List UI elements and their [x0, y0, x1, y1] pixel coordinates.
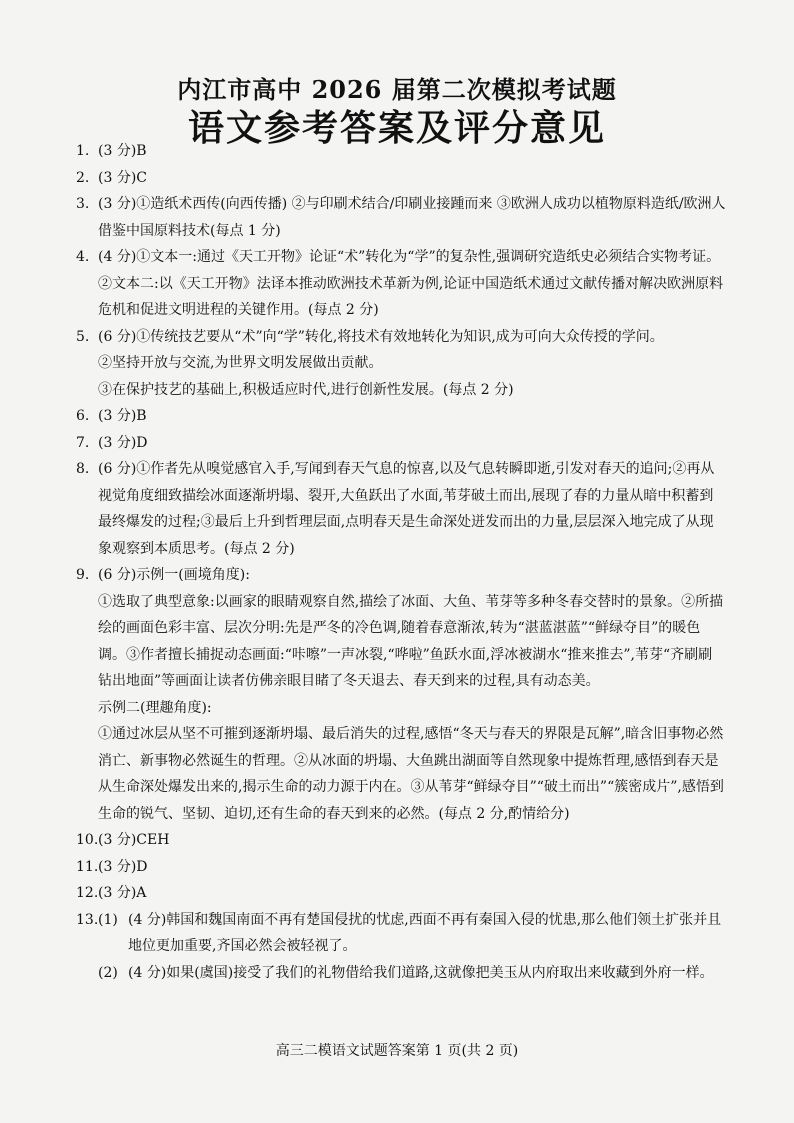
answer-text: (4 分)①文本一:通过《天工开物》论证“术”转化为“学”的复杂性,强调研究造纸史必须结合实物考证。: [98, 249, 721, 265]
answer-text: (3 分)①造纸术西传(向西传播) ②与印刷术结合/印刷业接踵而来 ③欧洲人成功以植物原料造纸/欧洲人借鉴中国原料技术(每点 1 分): [98, 196, 726, 239]
answer-item-12: [76, 880, 726, 907]
answer-text: ②文本二:以《天工开物》法译本推动欧洲技术革新为例,论证中国造纸术通过文献传播对解决欧洲原料危机和促进文明进程的关键作用。(每点 2 分): [98, 275, 724, 318]
answer-item-7: [76, 430, 726, 457]
answer-text: ②坚持开放与交流,为世界文明发展做出贡献。: [98, 355, 383, 371]
answer-text: (3 分)D: [98, 434, 148, 451]
answer-text: ①通过冰层从坚不可摧到逐渐坍塌、最后消失的过程,感悟“冬天与春天的界限是瓦解”,暗含旧事物必然消亡、新事物必然诞生的哲理。②从冰面的坍塌、大鱼跳出湖面等自然现象中提炼哲理,感悟到春天是从生命深处爆发出来的,揭示生命的动力源于内在。③从苇芽“鲜绿夺目”“破土而出”“簇密成片”,感悟到生命的锐气、坚韧、迫切,还有生命的春天到来的必然。(每点 2 分,酌情给分): [98, 726, 724, 822]
answer-item-5: [76, 324, 726, 404]
sub-answer-label: (1): [98, 911, 118, 928]
answer-text: (3 分)D: [98, 858, 148, 875]
answer-text: ③在保护技艺的基础上,积极适应时代,进行创新性发展。(每点 2 分): [98, 381, 514, 398]
answer-item-4: [76, 244, 726, 324]
answer-number: 4.: [76, 249, 90, 265]
answer-number: 3.: [76, 196, 90, 212]
answer-number: 10.: [76, 832, 99, 848]
answer-item-2: [76, 165, 726, 192]
answer-item-13: [76, 907, 726, 987]
sub-answer-label: (2): [98, 964, 118, 981]
answer-number: 9.: [76, 567, 90, 583]
answer-text: (3 分)A: [98, 885, 147, 901]
answer-item-3: [76, 191, 726, 244]
answer-number: 1.: [76, 143, 90, 159]
answer-text: (6 分)①作者先从嗅觉感官入手,写闻到春天气息的惊喜,以及气息转瞬即逝,引发对春天的追问;②再从视觉角度细致描绘冰面逐渐坍塌、裂开,大鱼跃出了水面,苇芽破土而出,展现了春的力量从暗中积蓄到最终爆发的过程;③最后上升到哲理层面,点明春天是生命深处迸发而出的力量,层层深入地完成了从现象观察到本质思考。(每点 2 分): [98, 461, 715, 557]
answer-item-8: [76, 456, 726, 562]
answer-number: 8.: [76, 461, 90, 477]
exam-title: 内江市高中 2026 届第二次模拟考试题: [177, 75, 617, 104]
answer-text: (4 分)韩国和魏国南面不再有楚国侵扰的忧虑,西面不再有秦国入侵的忧患,那么他们领土扩张并且地位更加重要,齐国必然会被轻视了。: [128, 911, 722, 954]
answer-text: (6 分)示例一(画境角度):: [98, 567, 250, 583]
answer-item-11: [76, 854, 726, 881]
answer-text: (3 分)C: [98, 169, 147, 186]
answer-text: (3 分)CEH: [98, 832, 170, 848]
answer-number: 12.: [76, 885, 99, 901]
answer-item-9: [76, 562, 726, 827]
answer-number: 7.: [76, 434, 90, 451]
answer-number: 2.: [76, 169, 90, 186]
answer-item-6: [76, 403, 726, 430]
answer-list: [76, 138, 726, 986]
answer-item-1: [76, 138, 726, 165]
answer-number: 6.: [76, 408, 90, 424]
answer-number: 11.: [76, 858, 99, 875]
answer-text: (3 分)B: [98, 408, 147, 424]
answer-text: (3 分)B: [98, 143, 147, 159]
sub-answer-1: [98, 907, 726, 960]
answer-number: 5.: [76, 328, 90, 345]
sub-answer-2: [98, 960, 726, 987]
answer-text: ①选取了典型意象:以画家的眼睛观察自然,描绘了冰面、大鱼、苇芽等多种冬春交替时的景象。②所描绘的画面色彩丰富、层次分明:先是严冬的冷色调,随着春意渐浓,转为“湛蓝湛蓝”“鲜绿夺目”的暖色调。③作者擅长捕捉动态画面:“咔嚓”一声冰裂,“哗啦”鱼跃水面,浮冰被湖水“推来推去”,苇芽“齐刷刷钻出地面”等画面让读者仿佛亲眼目睹了冬天退去、春天到来的过程,具有动态美。: [98, 593, 724, 689]
answer-item-10: [76, 827, 726, 854]
page-footer: 高三二模语文试题答案第 1 页(共 2 页): [275, 1043, 519, 1059]
page-title: 语文参考答案及评分意见: [187, 107, 606, 149]
answer-text: (4 分)如果(虞国)接受了我们的礼物借给我们道路,这就像把美玉从内府取出来收藏到外府一样。: [128, 964, 714, 981]
answer-text: (6 分)①传统技艺要从“术”向“学”转化,将技术有效地转化为知识,成为可向大众传授的学问。: [98, 328, 664, 345]
answer-text: 示例二(理趣角度):: [98, 699, 212, 716]
answer-number: 13.: [76, 911, 99, 928]
